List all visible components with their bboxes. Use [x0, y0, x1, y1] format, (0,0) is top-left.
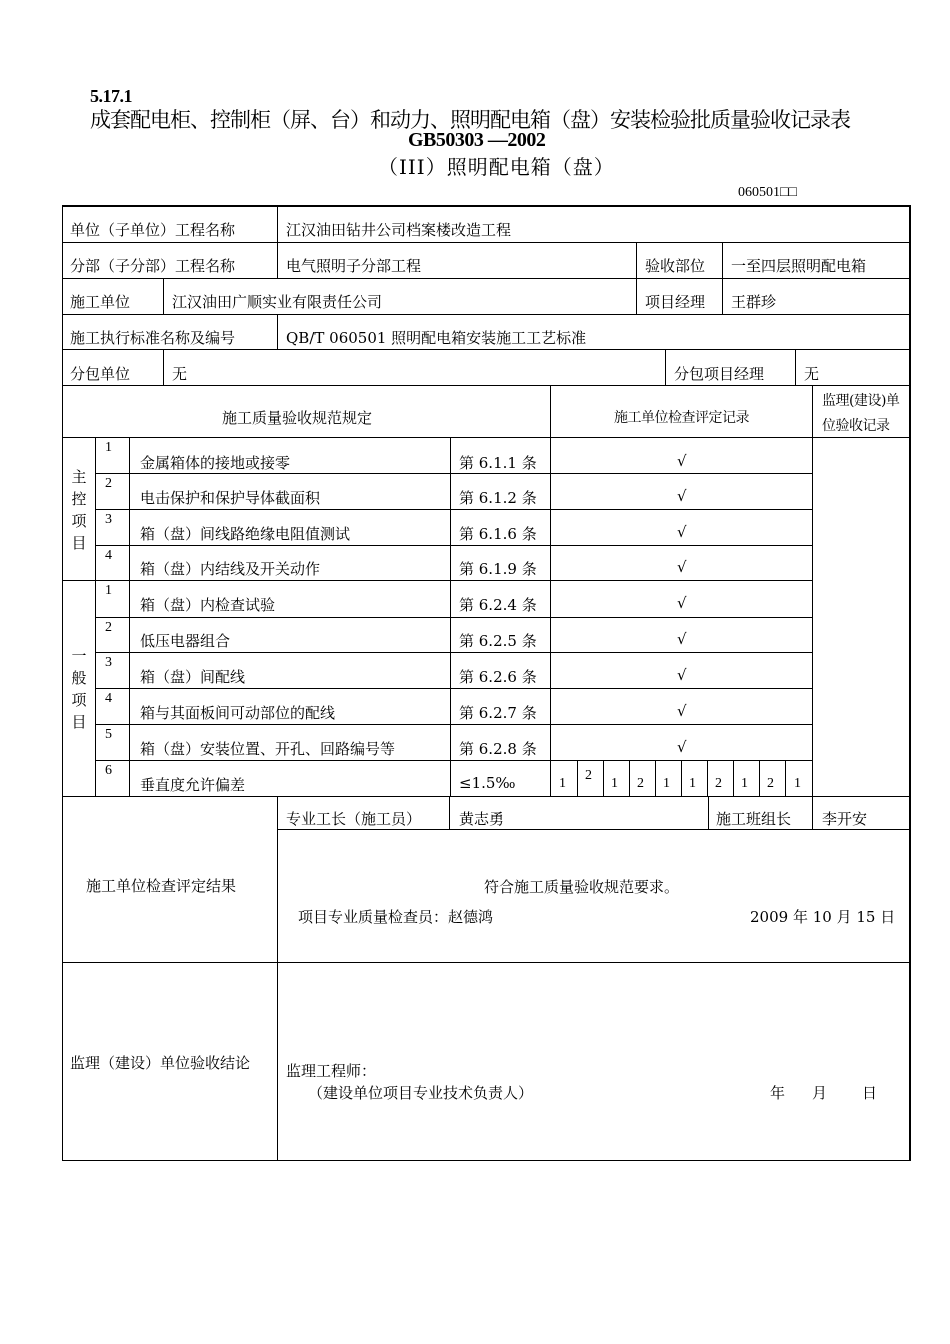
main-label-char: 目 [71, 534, 87, 552]
main-label-char: 主 [71, 468, 87, 486]
sign-year: 年 [770, 1084, 786, 1102]
deviation-limit: ≤1.5‰ [459, 774, 516, 792]
row-number: 6 [105, 763, 112, 778]
row-number: 3 [105, 512, 112, 527]
supervisor-engineer: 监理工程师： [286, 1062, 377, 1080]
sign-month: 月 [812, 1084, 828, 1102]
division-label: 分部（子分部）工程名称 [70, 257, 236, 275]
spec-header: 施工质量验收规范规定 [222, 409, 373, 427]
exec-std-value: QB/T 060501 照明配电箱安装施工工艺标准 [286, 329, 587, 347]
general-label-char: 目 [71, 713, 87, 731]
supervisor-header-line1: 监理(建设)单 [822, 393, 900, 409]
row-number: 4 [105, 548, 112, 563]
measurement: 1 [559, 776, 566, 791]
row-number: 5 [105, 727, 112, 742]
team-leader-label: 施工班组长 [716, 810, 792, 828]
division-value: 电气照明子分部工程 [286, 257, 422, 275]
row-number: 2 [105, 476, 112, 491]
row-clause: 第 6.1.2 条 [459, 489, 537, 507]
measurement: 1 [663, 776, 670, 791]
team-leader-value: 李开安 [822, 810, 868, 828]
row-number: 1 [105, 440, 112, 455]
measurement: 1 [741, 776, 748, 791]
measurement: 2 [767, 776, 774, 791]
unit-name-label: 单位（子单位）工程名称 [70, 221, 236, 239]
row-item: 箱（盘）内结线及开关动作 [140, 560, 321, 578]
row-result: √ [677, 558, 687, 576]
standard-code: GB50303 —2002 [408, 129, 546, 151]
row-result: √ [677, 666, 687, 684]
main-label-char: 控 [71, 490, 87, 508]
row-item: 电击保护和保护导体截面积 [140, 489, 321, 507]
record-header: 施工单位检查评定记录 [614, 410, 749, 426]
pm-value: 王群珍 [731, 293, 777, 311]
foreman-value: 黄志勇 [459, 810, 505, 828]
sub-value: 无 [172, 365, 188, 383]
measurement: 1 [689, 776, 696, 791]
contractor-result-label: 施工单位检查评定结果 [86, 877, 237, 895]
row-clause: 第 6.2.5 条 [459, 632, 537, 650]
form-code: 5.17.1 [90, 86, 132, 106]
sub-pm-label: 分包项目经理 [674, 365, 765, 383]
sub-label: 分包单位 [70, 365, 131, 383]
form-title: 成套配电柜、控制柜（屏、台）和动力、照明配电箱（盘）安装检验批质量验收记录表 [90, 108, 850, 132]
row-clause: 第 6.2.8 条 [459, 740, 537, 758]
row-result: √ [677, 594, 687, 612]
row-clause: 第 6.2.6 条 [459, 668, 537, 686]
unit-name-value: 江汉油田钻井公司档案楼改造工程 [286, 221, 512, 239]
measurement: 2 [585, 768, 592, 783]
owner-representative: （建设单位项目专业技术负责人） [308, 1084, 534, 1102]
row-clause: 第 6.1.6 条 [459, 525, 537, 543]
row-clause: 第 6.2.7 条 [459, 704, 537, 722]
row-number: 2 [105, 620, 112, 635]
row-number: 3 [105, 655, 112, 670]
row-result: √ [677, 630, 687, 648]
main-label-char: 项 [71, 512, 87, 530]
general-label-char: 般 [71, 669, 87, 687]
contractor-label: 施工单位 [70, 293, 131, 311]
row-clause: 第 6.1.1 条 [459, 454, 537, 472]
row-item: 箱与其面板间可动部位的配线 [140, 704, 336, 722]
measurement: 1 [611, 776, 618, 791]
row-clause: 第 6.2.4 条 [459, 596, 537, 614]
general-label-char: 一 [71, 647, 87, 665]
row-result: √ [677, 487, 687, 505]
row-item: 箱（盘）安装位置、开孔、回路编号等 [140, 740, 396, 758]
row-number: 1 [105, 583, 112, 598]
row-item: 箱（盘）内检查试验 [140, 596, 276, 614]
row-result: √ [677, 702, 687, 720]
sub-pm-value: 无 [804, 365, 820, 383]
row-result: √ [677, 452, 687, 470]
row-item: 低压电器组合 [140, 632, 231, 650]
contractor-conclusion: 符合施工质量验收规范要求。 [484, 878, 680, 896]
measurement: 2 [715, 776, 722, 791]
supervisor-header-line2: 位验收记录 [822, 418, 890, 434]
form-subtitle: （III）照明配电箱（盘） [378, 155, 615, 179]
row-clause: 第 6.1.9 条 [459, 560, 537, 578]
foreman-label: 专业工长（施工员） [286, 810, 422, 828]
contractor-date: 2009 年 10 月 15 日 [750, 908, 896, 926]
inspect-part-label: 验收部位 [645, 257, 706, 275]
row-item: 箱（盘）间线路绝缘电阻值测试 [140, 525, 351, 543]
pm-label: 项目经理 [645, 293, 706, 311]
general-label-char: 项 [71, 691, 87, 709]
quality-inspector: 项目专业质量检查员：赵德鸿 [298, 908, 494, 926]
measurement: 2 [637, 776, 644, 791]
row-item: 垂直度允许偏差 [140, 776, 246, 794]
exec-std-label: 施工执行标准名称及编号 [70, 329, 236, 347]
row-result: √ [677, 523, 687, 541]
measurement: 1 [794, 776, 801, 791]
row-item: 金属箱体的接地或接零 [140, 454, 291, 472]
row-number: 4 [105, 691, 112, 706]
inspect-part-value: 一至四层照明配电箱 [731, 257, 867, 275]
contractor-value: 江汉油田广顺实业有限责任公司 [172, 293, 383, 311]
row-result: √ [677, 738, 687, 756]
form-number: 060501□□ [738, 185, 797, 200]
row-item: 箱（盘）间配线 [140, 668, 246, 686]
supervisor-result-label: 监理（建设）单位验收结论 [70, 1054, 251, 1072]
sign-day: 日 [862, 1084, 878, 1102]
